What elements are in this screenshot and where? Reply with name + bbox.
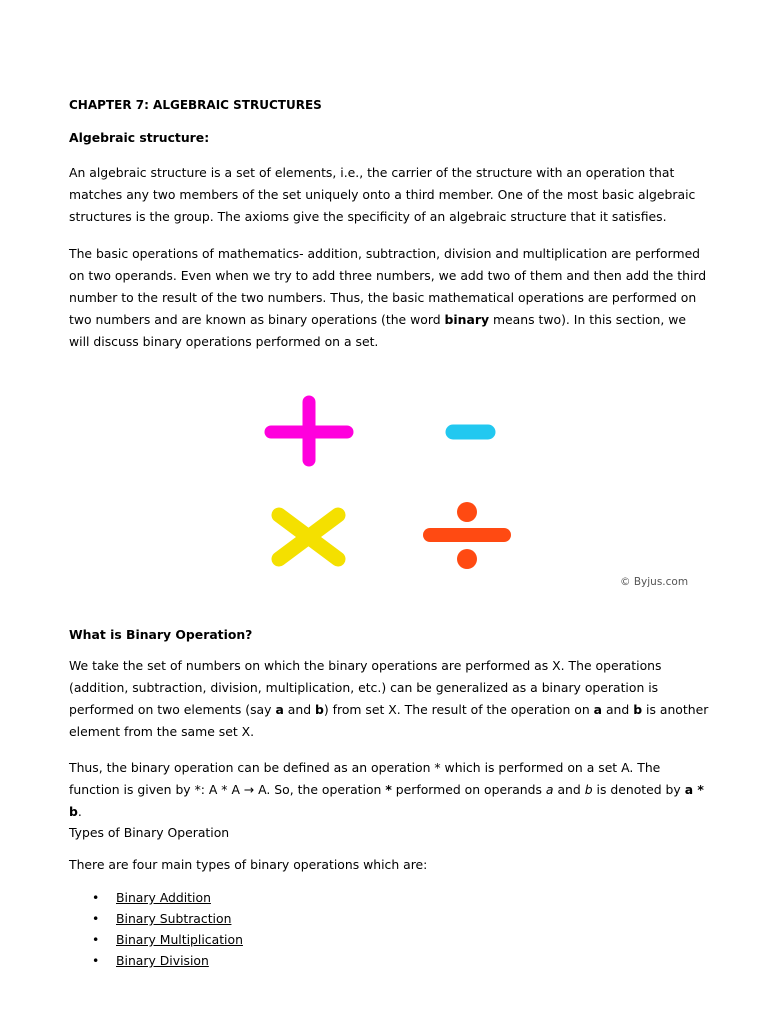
list-item [92,887,243,908]
link-binary-subtraction[interactable]: Binary Subtraction [116,911,232,926]
paragraph-text: . [77,804,82,819]
link-binary-addition[interactable]: Binary Addition [116,890,211,905]
paragraph-text: We take the set of numbers on which the binary operations are performed as X. The operations (addition, subtraction, division, multiplication, etc.) can be generalized as a binary operation is performed on two elements (say [69,658,662,717]
list-item [92,908,243,929]
divide-icon [430,502,504,569]
bold-expression: a * b [69,782,704,819]
bullet-icon: • [92,953,100,968]
paragraph-text: is another element from the same set X. [69,702,709,739]
italic-var-a: a [545,782,554,797]
bold-var-a: a [593,702,602,717]
math-operators-figure [258,388,708,588]
list-item [92,929,243,950]
types-heading: Types of Binary Operation [69,825,230,840]
paragraph-binary-operations [69,243,709,353]
paragraph-binary-definition [69,655,709,743]
section-heading: Algebraic structure: [69,130,210,145]
list-item [92,950,243,971]
times-icon [279,515,338,559]
italic-var-b: b [584,782,593,797]
binary-operation-heading: What is Binary Operation? [69,627,253,642]
types-list [92,887,243,971]
paragraph-binary-function [69,757,709,823]
operators-graphic [258,388,708,588]
bullet-icon: • [92,932,100,947]
chapter-title: CHAPTER 7: ALGEBRAIC STRUCTURES [69,98,322,112]
plus-icon [271,402,347,460]
paragraph-text: and [553,782,585,797]
link-binary-multiplication[interactable]: Binary Multiplication [116,932,243,947]
paragraph-text: The basic operations of mathematics- addition, subtraction, division and multiplication are performed on two operands. Even when we try to add three numbers, we add two of them and then add the third number to the result of the two numbers. Thus, the basic mathematical operations are performed on two numbers and are known as binary operations (the word [69,246,707,327]
paragraph-text: Thus, the binary operation can be defined as an operation * which is performed on a set A. The function is given by *: A * A → A. So, the operation [69,760,661,797]
paragraph-text: and [602,702,634,717]
bullet-icon: • [92,911,100,926]
bold-var-a: a [275,702,284,717]
paragraph-text: is denoted by [592,782,685,797]
paragraph-algebraic-structure: An algebraic structure is a set of elements, i.e., the carrier of the structure with an operation that matches any two members of the set uniquely onto a third member. One of the most basic algebraic structures is the group. The axioms give the specificity of an algebraic structure that it satisfies. [69,165,696,224]
bold-var-b: b [315,702,324,717]
paragraph-text: and [283,702,316,717]
bullet-icon: • [92,890,100,905]
types-intro: There are four main types of binary operations which are: [69,857,428,872]
paragraph-text: performed on operands [391,782,546,797]
link-binary-division[interactable]: Binary Division [116,953,209,968]
bold-var-b: b [633,702,643,717]
bold-operator: * [385,782,392,797]
paragraph-text: means two). In this section, we will discuss binary operations performed on a set. [69,312,687,349]
paragraph-text: ) from set X. The result of the operation on [323,702,594,717]
bold-term-binary: binary [444,312,490,327]
image-credit: © Byjus.com [620,576,689,588]
